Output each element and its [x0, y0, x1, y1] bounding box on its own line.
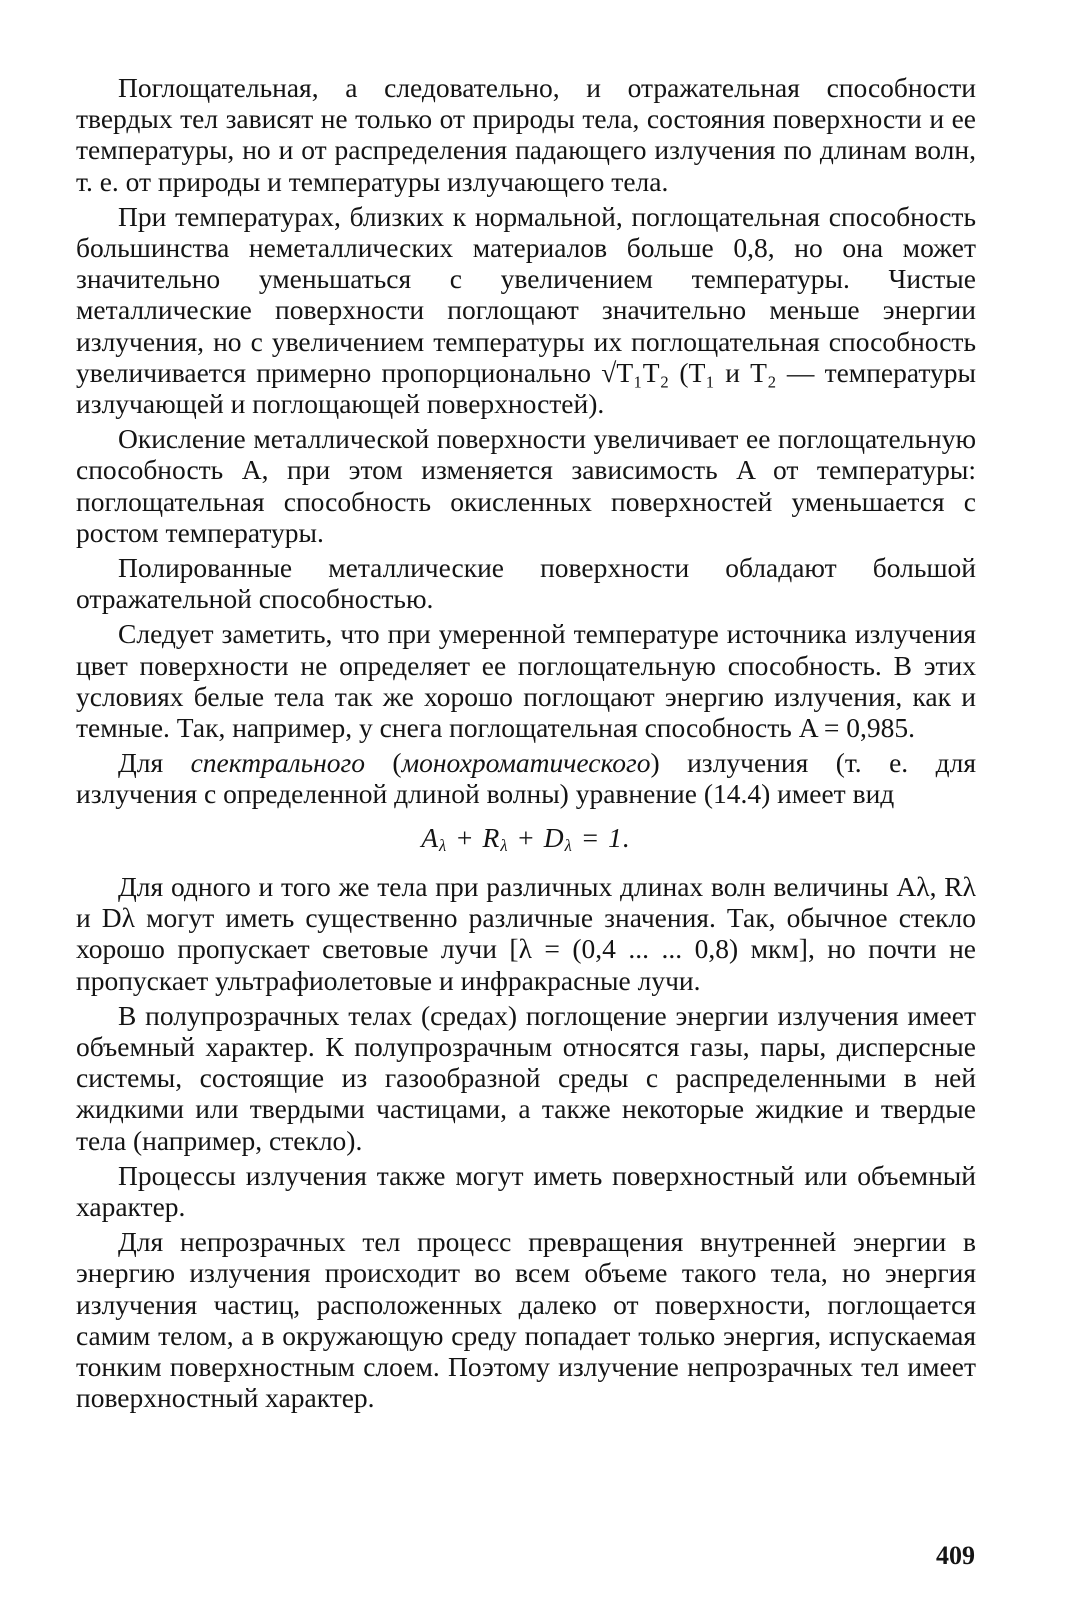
paragraph-opaque-bodies: Для непрозрачных тел процесс превращения внутренней энергии в энергию излучения происходит во всем объеме такого тела, но энергия излучения частиц, расположенных далеко от поверхности, поглощается самим телом, а в окружающую среду попадает только энергия, испускаемая тонким поверхностным слоем. Поэтому излучение непрозрачных тел имеет поверхностный характер. — [76, 1226, 976, 1414]
spectral-term: спектрального — [190, 747, 365, 779]
paragraph-wavelength-values: Для одного и того же тела при различных длинах волн величины Aλ, Rλ и Dλ могут иметь существенно различные значения. Так, обычное стекло хорошо пропускает световые лучи [λ = (0,4 ... ... 0,8) мкм], но почти не пропускает ультрафиолетовые и инфракрасные лучи. — [76, 871, 976, 996]
spectral-text-between: ( — [364, 747, 402, 779]
paragraph-normal-temperatures: При температурах, близких к нормальной, поглощательная способность большинства неметаллических материалов больше 0,8, но она может значительно уменьшаться с увеличением температуры. Чистые металлические поверхности поглощают значительно меньше энергии излучения, но с увеличением температуры их поглощательная способность увеличивается примерно пропорционально √T₁T₂ (T₁ и T₂ — температуры излучающей и поглощающей поверхностей). — [76, 200, 976, 420]
equation-plus-1: + — [447, 821, 483, 853]
page-body — [76, 72, 976, 1417]
equation-r: R — [482, 821, 501, 853]
paragraph-radiation-processes: Процессы излучения также могут иметь поверхностный или объемный характер. — [76, 1159, 976, 1223]
spectral-text-start: Для — [118, 747, 191, 779]
equation-d: D — [543, 821, 565, 853]
paragraph-semitransparent-bodies: В полупрозрачных телах (средах) поглощение энергии излучения имеет объемный характер. К полупрозрачным относятся газы, пары, дисперсные системы, состоящие из газообразной среды с распределенными в ней жидкими или твердыми частицами, а также некоторые жидкие и твердые тела (например, стекло). — [76, 999, 976, 1156]
equation-plus-2: + — [508, 821, 544, 853]
monochromatic-term: монохроматического — [401, 747, 651, 779]
equation-d-sub: λ — [564, 835, 573, 855]
equation-r-sub: λ — [500, 835, 509, 855]
equation-a: A — [421, 821, 440, 853]
paragraph-absorptivity-dependence: Поглощательная, а следовательно, и отражательная способности твердых тел зависят не только от природы тела, состояния поверхности и ее температуры, но и от распределения падающего излучения по длинам волн, т. е. от природы и температуры излучающего тела. — [76, 72, 976, 197]
paragraph-polished-surfaces: Полированные металлические поверхности обладают большой отражательной способностью. — [76, 552, 976, 615]
equation-rhs: = 1. — [572, 821, 631, 853]
page-number: 409 — [936, 1541, 975, 1570]
paragraph-spectral-radiation — [76, 747, 976, 809]
paragraph-oxidation: Окисление металлической поверхности увеличивает ее поглощательную способность A, при этом изменяется зависимость A от температуры: поглощательная способность окисленных поверхностей уменьшается с ростом температуры. — [76, 423, 976, 548]
equation-balance — [76, 822, 976, 861]
equation-a-sub: λ — [439, 835, 448, 855]
paragraph-surface-color: Следует заметить, что при умеренной температуре источника излучения цвет поверхности не определяет ее поглощательную способность. В этих условиях белые тела так же хорошо поглощают энергию излучения, как и темные. Так, например, у снега поглощательная способность A = 0,985. — [76, 618, 976, 744]
spectral-text-end: ) излучения (т. е. для излучения с определенной длиной волны) уравнение (14.4) имеет вид — [76, 747, 976, 810]
